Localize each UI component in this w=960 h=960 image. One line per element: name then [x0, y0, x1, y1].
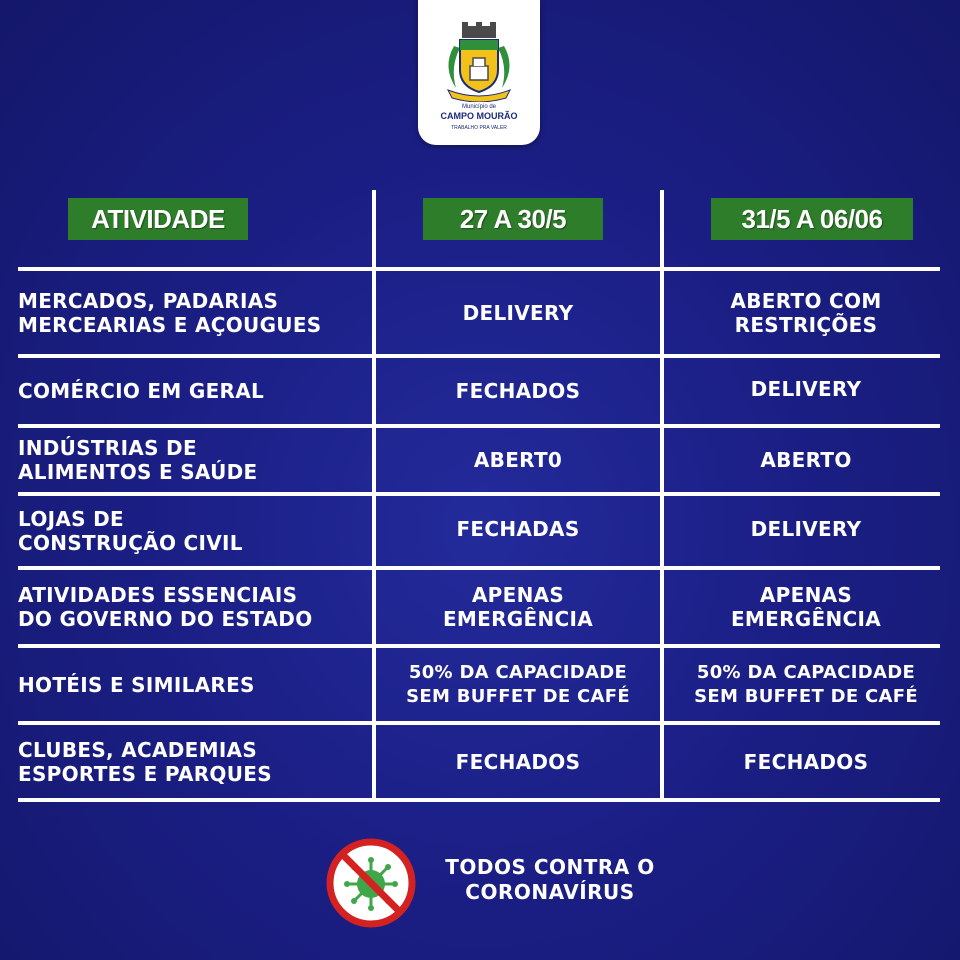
table-row-period-1: FECHADOS [455, 749, 581, 774]
table-row-period-2: FECHADOS [743, 749, 869, 774]
column-divider-1 [372, 190, 376, 802]
table-row-period-1: FECHADAS [456, 517, 580, 541]
table-row-period-2: ABERTO COM RESTRIÇÕES [730, 288, 882, 337]
header-period-1: 27 A 30/5 [423, 198, 603, 240]
table-row-activity: ATIVIDADES ESSENCIAIS DO GOVERNO DO ESTADO [18, 583, 313, 631]
table-row-period-2: 50% DA CAPACIDADE SEM BUFFET DE CAFÉ [694, 661, 918, 707]
footer-slogan: TODOS CONTRA O CORONAVÍRUS [445, 855, 655, 904]
table-row-period-1: ABERT0 [473, 448, 563, 472]
table-row-activity: CLUBES, ACADEMIAS ESPORTES E PARQUES [18, 737, 272, 786]
table-row-period-1: 50% DA CAPACIDADE SEM BUFFET DE CAFÉ [406, 661, 630, 707]
table-row-activity: MERCADOS, PADARIAS MERCEARIAS E AÇOUGUES [18, 288, 322, 337]
table-row-activity: INDÚSTRIAS DE ALIMENTOS E SAÚDE [18, 436, 258, 484]
table-row-period-2: DELIVERY [750, 377, 862, 401]
logo-line-municipio: Município de [461, 104, 497, 110]
coat-of-arms-icon [440, 22, 518, 102]
row-divider [18, 798, 940, 802]
table-row-period-1: FECHADOS [455, 379, 581, 403]
table-row-period-2: APENAS EMERGÊNCIA [730, 583, 882, 631]
municipality-logo [418, 0, 540, 145]
logo-line-city: CAMPO MOURÃO [440, 111, 518, 121]
table-row-activity: HOTÉIS E SIMILARES [18, 672, 255, 697]
no-virus-icon [326, 838, 416, 928]
logo-line-slogan: TRABALHO PRA VALER [451, 125, 507, 131]
table-row-period-2: ABERTO [760, 448, 852, 472]
table-row-period-1: APENAS EMERGÊNCIA [442, 583, 594, 631]
table-row-activity: LOJAS DE CONSTRUÇÃO CIVIL [18, 507, 243, 555]
table-row-activity: COMÉRCIO EM GERAL [18, 379, 265, 403]
header-activity: ATIVIDADE [68, 198, 248, 240]
table-row-period-1: DELIVERY [462, 300, 574, 325]
header-period-2: 31/5 A 06/06 [711, 198, 913, 240]
column-divider-2 [660, 190, 664, 802]
table-row-period-2: DELIVERY [750, 517, 862, 541]
